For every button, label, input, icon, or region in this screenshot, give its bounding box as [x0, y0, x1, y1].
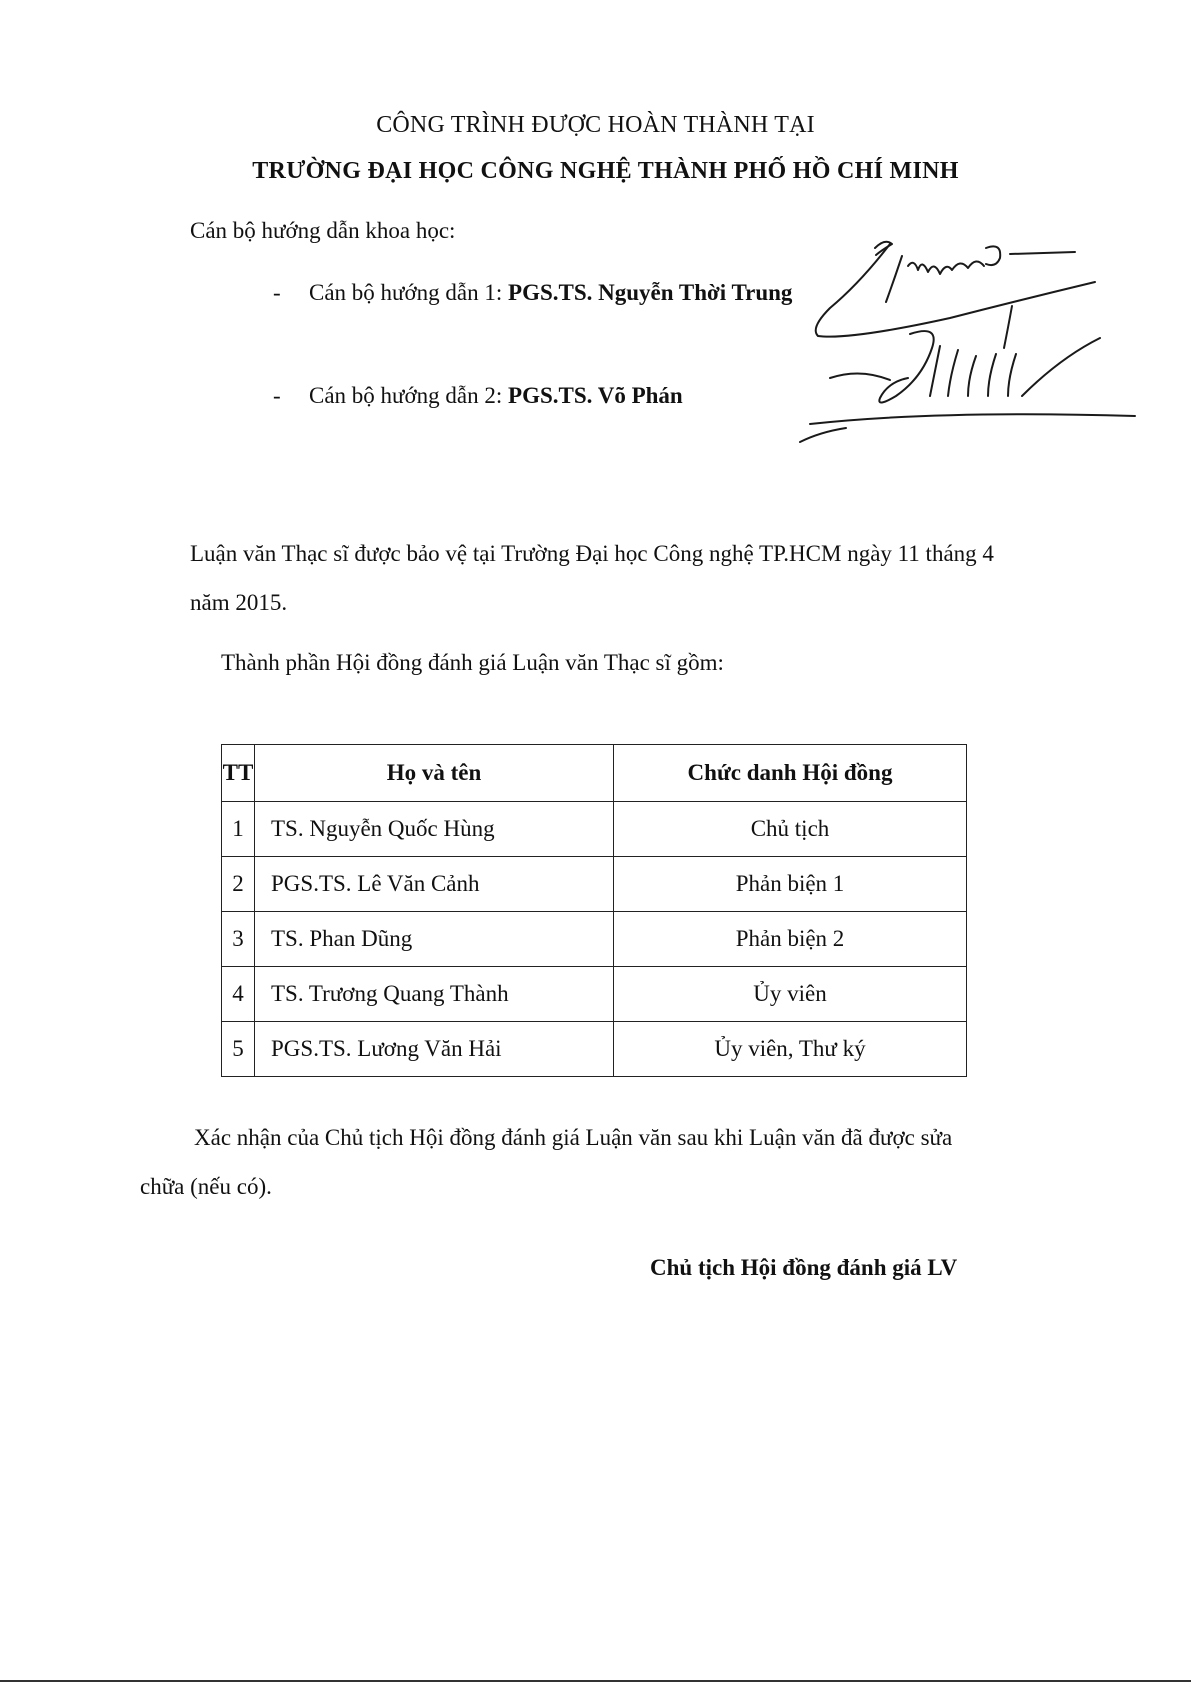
cell-name: TS. Trương Quang Thành — [255, 967, 614, 1022]
advisor-1 — [273, 280, 792, 306]
column-header-role: Chức danh Hội đồng — [614, 745, 967, 802]
bullet-dash: - — [273, 280, 281, 305]
cell-role: Ủy viên — [614, 967, 967, 1022]
chair-signature-title: Chủ tịch Hội đồng đánh giá LV — [650, 1255, 958, 1280]
header-line-1: CÔNG TRÌNH ĐƯỢC HOÀN THÀNH TẠI — [376, 112, 815, 138]
handwritten-signatures — [790, 228, 1140, 458]
table-header-row — [222, 745, 967, 802]
cell-name: TS. Phan Dũng — [255, 912, 614, 967]
defense-statement: Luận văn Thạc sĩ được bảo vệ tại Trường Đại học Công nghệ TP.HCM ngày 11 tháng 4 — [190, 541, 994, 566]
cell-name: PGS.TS. Lương Văn Hải — [255, 1022, 614, 1077]
table-row — [222, 1022, 967, 1077]
cell-tt: 3 — [222, 912, 255, 967]
advisor-2 — [273, 383, 683, 409]
cell-role: Ủy viên, Thư ký — [614, 1022, 967, 1077]
column-header-name: Họ và tên — [255, 745, 614, 802]
header-line-2: TRƯỜNG ĐẠI HỌC CÔNG NGHỆ THÀNH PHỐ HỒ CHÍ MINH — [252, 158, 959, 184]
council-table — [221, 744, 967, 1077]
council-intro: Thành phần Hội đồng đánh giá Luận văn Thạc sĩ gồm: — [221, 650, 724, 675]
cell-tt: 5 — [222, 1022, 255, 1077]
advisor-1-label: Cán bộ hướng dẫn 1: — [309, 280, 509, 305]
column-header-tt: TT — [222, 745, 255, 802]
cell-tt: 2 — [222, 857, 255, 912]
cell-role: Phản biện 2 — [614, 912, 967, 967]
defense-year: năm 2015. — [190, 590, 288, 615]
table-row — [222, 912, 967, 967]
advisor-heading: Cán bộ hướng dẫn khoa học: — [190, 218, 456, 243]
cell-name: PGS.TS. Lê Văn Cảnh — [255, 857, 614, 912]
page-bottom-border — [0, 1680, 1191, 1682]
confirmation-line-1: Xác nhận của Chủ tịch Hội đồng đánh giá Luận văn sau khi Luận văn đã được sửa — [194, 1125, 953, 1150]
table-row — [222, 967, 967, 1022]
advisor-1-name: PGS.TS. Nguyễn Thời Trung — [508, 280, 793, 305]
cell-role: Chủ tịch — [614, 802, 967, 857]
cell-role: Phản biện 1 — [614, 857, 967, 912]
confirmation-line-2: chữa (nếu có). — [140, 1174, 272, 1199]
cell-tt: 4 — [222, 967, 255, 1022]
bullet-dash: - — [273, 383, 281, 408]
table-row — [222, 802, 967, 857]
advisor-2-name: PGS.TS. Võ Phán — [508, 383, 683, 408]
advisor-2-label: Cán bộ hướng dẫn 2: — [309, 383, 509, 408]
cell-name: TS. Nguyễn Quốc Hùng — [255, 802, 614, 857]
cell-tt: 1 — [222, 802, 255, 857]
table-row — [222, 857, 967, 912]
